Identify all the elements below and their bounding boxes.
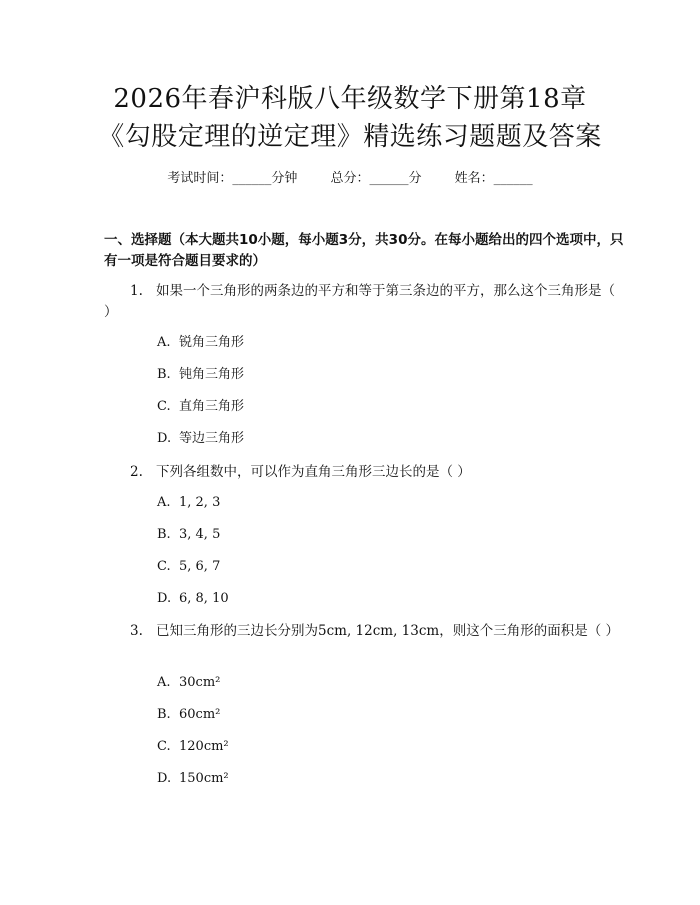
question-1 — [104, 281, 624, 323]
question-2-option-c: C. 5, 6, 7 — [157, 559, 221, 574]
exam-meta — [0, 170, 700, 188]
question-text: 下列各组数中，可以作为直角三角形三边长的是（ ） — [156, 464, 471, 480]
question-text: 已知三角形的三边长分别为5cm, 12cm, 13cm，则这个三角形的面积是（ ） — [156, 623, 619, 639]
exam-time: 考试时间：______分钟 — [167, 171, 298, 186]
question-1-option-c: C. 直角三角形 — [157, 399, 245, 414]
question-2-option-b: B. 3, 4, 5 — [157, 527, 221, 542]
question-number: 1. — [130, 283, 143, 299]
student-name: 姓名：______ — [454, 171, 533, 186]
question-1-option-b: B. 钝角三角形 — [157, 367, 245, 382]
question-3 — [104, 621, 624, 642]
question-2 — [104, 462, 624, 483]
question-1-option-d: D. 等边三角形 — [157, 431, 245, 446]
question-3-option-d: D. 150cm² — [157, 771, 229, 786]
document-title-line-1: 2026年春沪科版八年级数学下册第18章 — [113, 84, 587, 114]
question-number: 2. — [130, 464, 143, 480]
question-2-option-d: D. 6, 8, 10 — [157, 591, 229, 606]
question-3-option-a: A. 30cm² — [157, 675, 221, 690]
question-3-option-c: C. 120cm² — [157, 739, 229, 754]
question-3-option-b: B. 60cm² — [157, 707, 221, 722]
exam-score: 总分：______分 — [330, 171, 422, 186]
question-1-option-a: A. 锐角三角形 — [157, 335, 245, 350]
section-heading: 一、选择题（本大题共10小题，每小题3分，共30分。在每小题给出的四个选项中，只有一项是符合题目要求的） — [104, 232, 624, 269]
question-text: 如果一个三角形的两条边的平方和等于第三条边的平方，那么这个三角形是（ ） — [104, 283, 615, 320]
question-2-option-a: A. 1, 2, 3 — [157, 495, 221, 510]
question-number: 3. — [130, 623, 143, 639]
document-title-line-2: 《勾股定理的逆定理》精选练习题题及答案 — [98, 122, 602, 152]
